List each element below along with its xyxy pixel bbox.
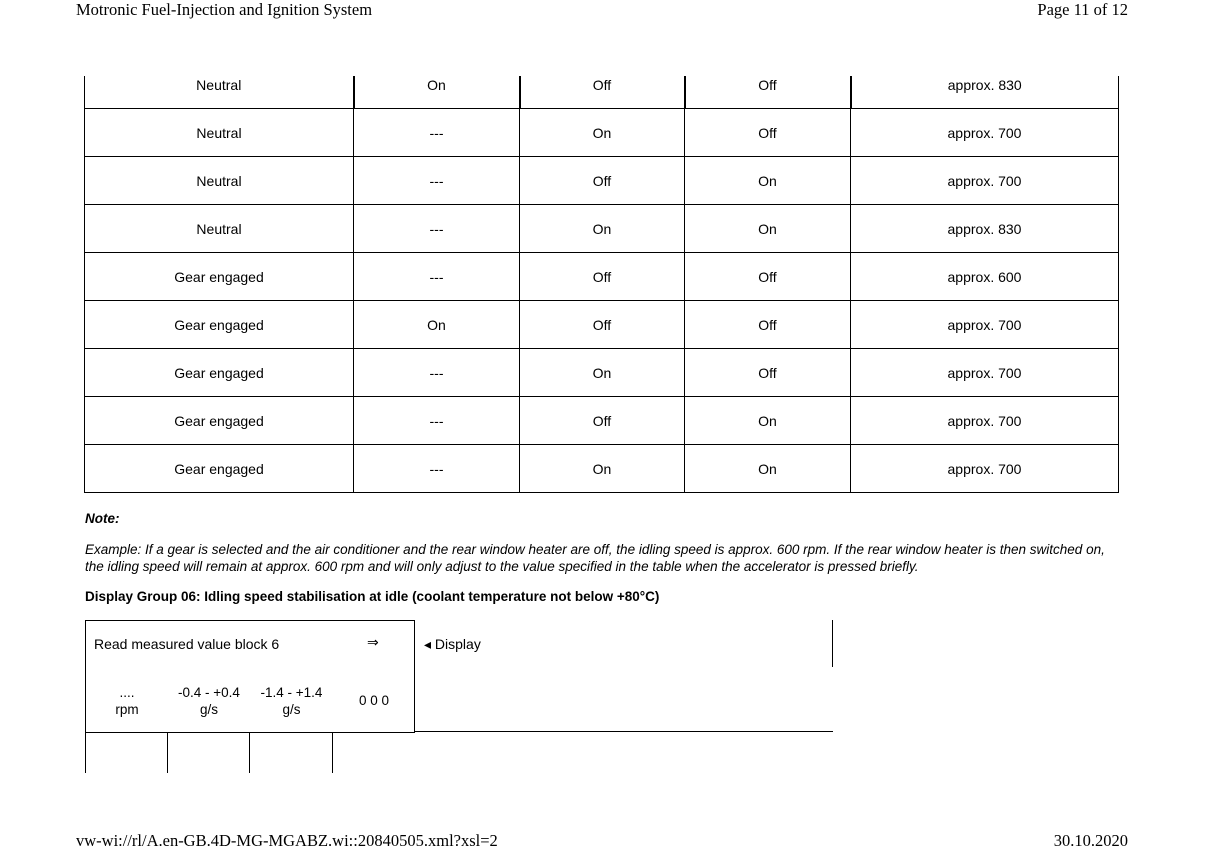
table-cell: On: [685, 445, 851, 493]
document-title: Motronic Fuel-Injection and Ignition System: [76, 0, 373, 19]
table-cell: On: [520, 109, 685, 157]
display-area: [414, 620, 833, 667]
field-value: ....: [119, 685, 135, 700]
table-cell: ---: [354, 445, 520, 493]
idle-speed-table: [84, 76, 1119, 493]
table-cell: Gear engaged: [85, 397, 354, 445]
field-value: -1.4 - +1.4: [260, 685, 323, 700]
table-cell: Neutral: [85, 76, 354, 109]
table-cell: Neutral: [85, 157, 354, 205]
table-cell: ---: [354, 205, 520, 253]
display-field-2: [168, 684, 250, 718]
table-cell: approx. 700: [851, 157, 1119, 205]
table-cell: Gear engaged: [85, 349, 354, 397]
note-label: Note:: [85, 511, 120, 526]
table-cell: On: [520, 349, 685, 397]
arrow-right-icon: ⇒: [367, 634, 379, 650]
table-cell: Off: [685, 253, 851, 301]
divider: [332, 732, 333, 773]
table-cell: Gear engaged: [85, 445, 354, 493]
field-unit: rpm: [115, 702, 139, 717]
table-row: [85, 76, 1119, 109]
table-cell: ---: [354, 397, 520, 445]
table-cell: On: [354, 301, 520, 349]
table-cell: On: [685, 205, 851, 253]
footer-date: 30.10.2020: [1053, 831, 1128, 850]
table-row: [85, 301, 1119, 349]
table-cell: approx. 600: [851, 253, 1119, 301]
divider: [249, 732, 250, 773]
display-label: ◂ Display: [424, 636, 481, 652]
table-cell: ---: [354, 253, 520, 301]
table-cell: Gear engaged: [85, 253, 354, 301]
table-cell: Off: [685, 349, 851, 397]
display-field-4: [333, 692, 415, 709]
divider: [85, 732, 86, 773]
table-row: [85, 445, 1119, 493]
read-measured-value-box: [85, 620, 415, 733]
divider: [414, 731, 833, 732]
table-cell: On: [685, 157, 851, 205]
table-cell: approx. 700: [851, 301, 1119, 349]
page-number: Page 11 of 12: [1037, 0, 1128, 19]
field-value: 0 0 0: [358, 693, 390, 708]
table-cell: approx. 700: [851, 109, 1119, 157]
table-cell: Off: [685, 76, 851, 109]
table-cell: ---: [354, 349, 520, 397]
note-text: Example: If a gear is selected and the air conditioner and the rear window heater are off, the idling speed is approx. 600 rpm. If the rear window heater is then switched on, the idling speed will remain at approx. 600 rpm and will only adjust to the value specified in the table when the accelerator is pressed briefly.: [85, 542, 1105, 574]
table-cell: ---: [354, 157, 520, 205]
field-unit: g/s: [199, 702, 218, 717]
divider: [167, 732, 168, 773]
table-cell: Neutral: [85, 205, 354, 253]
table-cell: Off: [520, 397, 685, 445]
footer-url: vw-wi://rl/A.en-GB.4D-MG-MGABZ.wi::20840505.xml?xsl=2: [76, 831, 498, 850]
field-value: -0.4 - +0.4: [178, 685, 240, 700]
display-field-3: [250, 684, 333, 718]
table-cell: Off: [520, 157, 685, 205]
table-row: [85, 397, 1119, 445]
table-cell: Off: [685, 301, 851, 349]
table-cell: On: [685, 397, 851, 445]
table-cell: ---: [354, 109, 520, 157]
table-cell: Off: [520, 253, 685, 301]
table-cell: approx. 700: [851, 349, 1119, 397]
table-row: [85, 157, 1119, 205]
table-cell: approx. 700: [851, 445, 1119, 493]
table-row: [85, 253, 1119, 301]
table-cell: approx. 830: [851, 205, 1119, 253]
table-cell: approx. 700: [851, 397, 1119, 445]
table-cell: approx. 830: [851, 76, 1119, 109]
table-cell: Gear engaged: [85, 301, 354, 349]
table-cell: Neutral: [85, 109, 354, 157]
table-row: [85, 205, 1119, 253]
table-cell: Off: [520, 301, 685, 349]
table-cell: On: [354, 76, 520, 109]
display-group-heading: Display Group 06: Idling speed stabilisation at idle (coolant temperature not below +80°C): [85, 589, 660, 604]
read-block-label: Read measured value block 6: [94, 636, 280, 652]
table-row: [85, 349, 1119, 397]
display-field-1: [86, 684, 168, 718]
field-unit: g/s: [282, 702, 301, 717]
table-cell: On: [520, 205, 685, 253]
table-row: [85, 109, 1119, 157]
table-cell: On: [520, 445, 685, 493]
table-cell: Off: [685, 109, 851, 157]
table-cell: Off: [520, 76, 685, 109]
